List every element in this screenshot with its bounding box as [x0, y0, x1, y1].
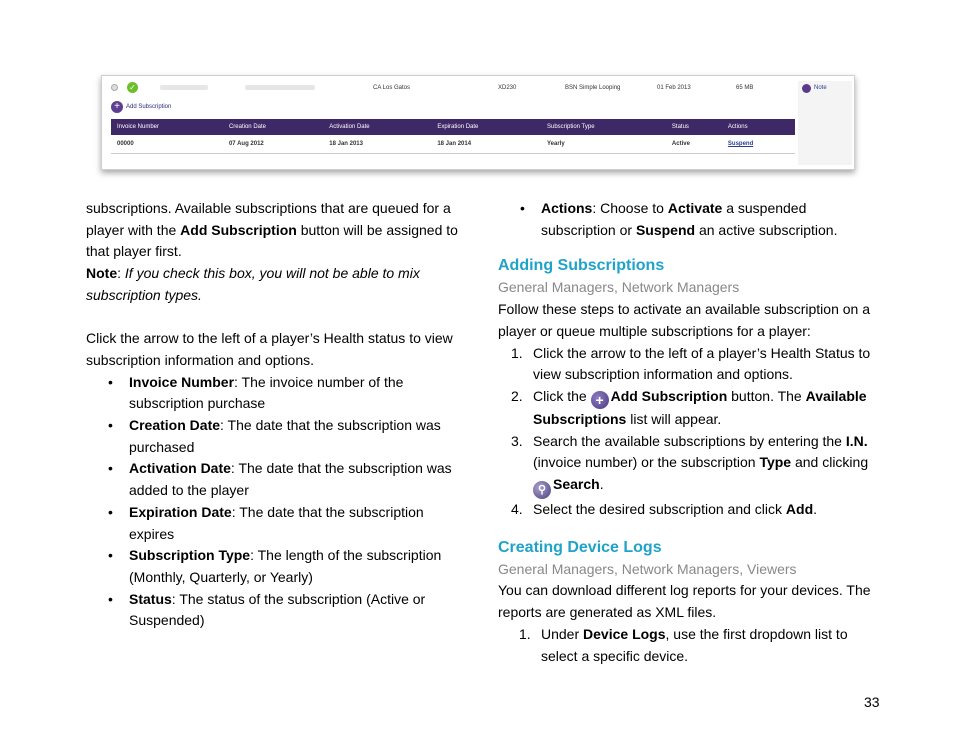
subscription-table: [111, 119, 795, 154]
column-header: Creation Date: [223, 119, 323, 135]
actions-list: [498, 198, 873, 241]
list-item: 1. Under Device Logs, use the first dropdown list to select a specific device.: [519, 625, 848, 664]
list-item: • Creation Date: The date that the subscription was purchased: [86, 415, 461, 458]
table-cell: 18 Jan 2013: [323, 135, 431, 154]
roles-text: General Managers, Network Managers: [498, 279, 740, 296]
list-item: • Expiration Date: The date that the subscription expires: [86, 502, 461, 545]
list-item: • Status: The status of the subscription (Active or Suspended): [86, 589, 461, 632]
search-icon: ⚲: [533, 481, 551, 499]
list-item: • Activation Date: The date that the subscription was added to the player: [86, 458, 461, 501]
note-link[interactable]: Note: [814, 85, 827, 91]
column-header: Status: [666, 119, 722, 135]
note-text: If you check this box, you will not be able to mix subscription types.: [86, 265, 420, 303]
paragraph: Click the arrow to the left of a player’s Health status to view subscription information and options.: [86, 330, 453, 368]
location-cell: CA Los Gatos: [373, 85, 411, 91]
table-cell: Yearly: [541, 135, 666, 154]
list-item: 4. Select the desired subscription and click Add.: [511, 501, 818, 518]
add-subscription-icon[interactable]: +: [111, 101, 123, 113]
section-heading-creating-device-logs: Creating Device Logs: [498, 538, 662, 556]
size-cell: 65 MB: [736, 85, 754, 91]
presentation-cell: BSN Simple Looping: [565, 85, 621, 91]
column-header: Actions: [722, 119, 795, 135]
column-header: Activation Date: [323, 119, 431, 135]
list-item: 2. Click the + Add Subscription button. The Available Subscriptions list will appear.: [511, 387, 867, 427]
add-subscription-icon: +: [591, 391, 609, 409]
log-steps-list: [498, 624, 873, 667]
note-panel: [798, 81, 852, 165]
roles-text: General Managers, Network Managers, Viewers: [498, 560, 797, 577]
paragraph: Follow these steps to activate an available subscription on a player or queue multiple subscriptions for a player:: [498, 301, 870, 339]
expand-arrow-icon[interactable]: [111, 84, 118, 91]
column-header: Invoice Number: [111, 119, 223, 135]
list-item: • Subscription Type: The length of the subscription (Monthly, Quarterly, or Yearly): [86, 545, 461, 588]
health-ok-icon: ✓: [127, 82, 138, 93]
player-row: [102, 76, 798, 96]
table-row: [111, 135, 795, 154]
list-item: 3. Search the available subscriptions by entering the I.N. (invoice number) or the subscription Type and clicking ⚲ Search.: [498, 431, 873, 499]
list-item: • Actions: Choose to Activate a suspended subscription or Suspend an active subscription.: [498, 198, 873, 241]
add-subscription-button[interactable]: Add Subscription: [126, 104, 172, 110]
page-number: 33: [864, 694, 880, 710]
note-label: Note: [86, 265, 118, 282]
steps-list: [498, 343, 873, 521]
right-column: [498, 198, 873, 667]
blurred-serial: [245, 85, 315, 90]
table-cell: 00000: [111, 135, 223, 154]
table-header: [111, 119, 795, 135]
field-list: [86, 372, 461, 632]
suspend-link[interactable]: Suspend: [722, 135, 795, 154]
left-column: [86, 198, 461, 632]
subscription-screenshot: [101, 75, 855, 170]
paragraph: subscriptions. Available subscriptions that are queued for a player with the Add Subscription button will be assigned to that player first.: [86, 200, 458, 260]
list-item: 1. Click the arrow to the left of a player’s Health Status to view subscription information and options.: [511, 344, 871, 383]
section-heading-adding-subscriptions: Adding Subscriptions: [498, 257, 665, 275]
blurred-player-name: [160, 85, 208, 90]
paragraph: You can download different log reports for your devices. The reports are generated as XML files.: [498, 582, 871, 621]
model-cell: XD230: [498, 85, 517, 91]
column-header: Expiration Date: [431, 119, 541, 135]
date-cell: 01 Feb 2013: [657, 85, 691, 91]
list-item: • Invoice Number: The invoice number of the subscription purchase: [86, 372, 461, 415]
table-cell: 07 Aug 2012: [223, 135, 323, 154]
table-cell: 18 Jan 2014: [431, 135, 541, 154]
note-icon: [802, 84, 811, 93]
note-paragraph: Note: If you check this box, you will not be able to mix subscription types.: [86, 265, 420, 303]
column-header: Subscription Type: [541, 119, 666, 135]
table-cell: Active: [666, 135, 722, 154]
